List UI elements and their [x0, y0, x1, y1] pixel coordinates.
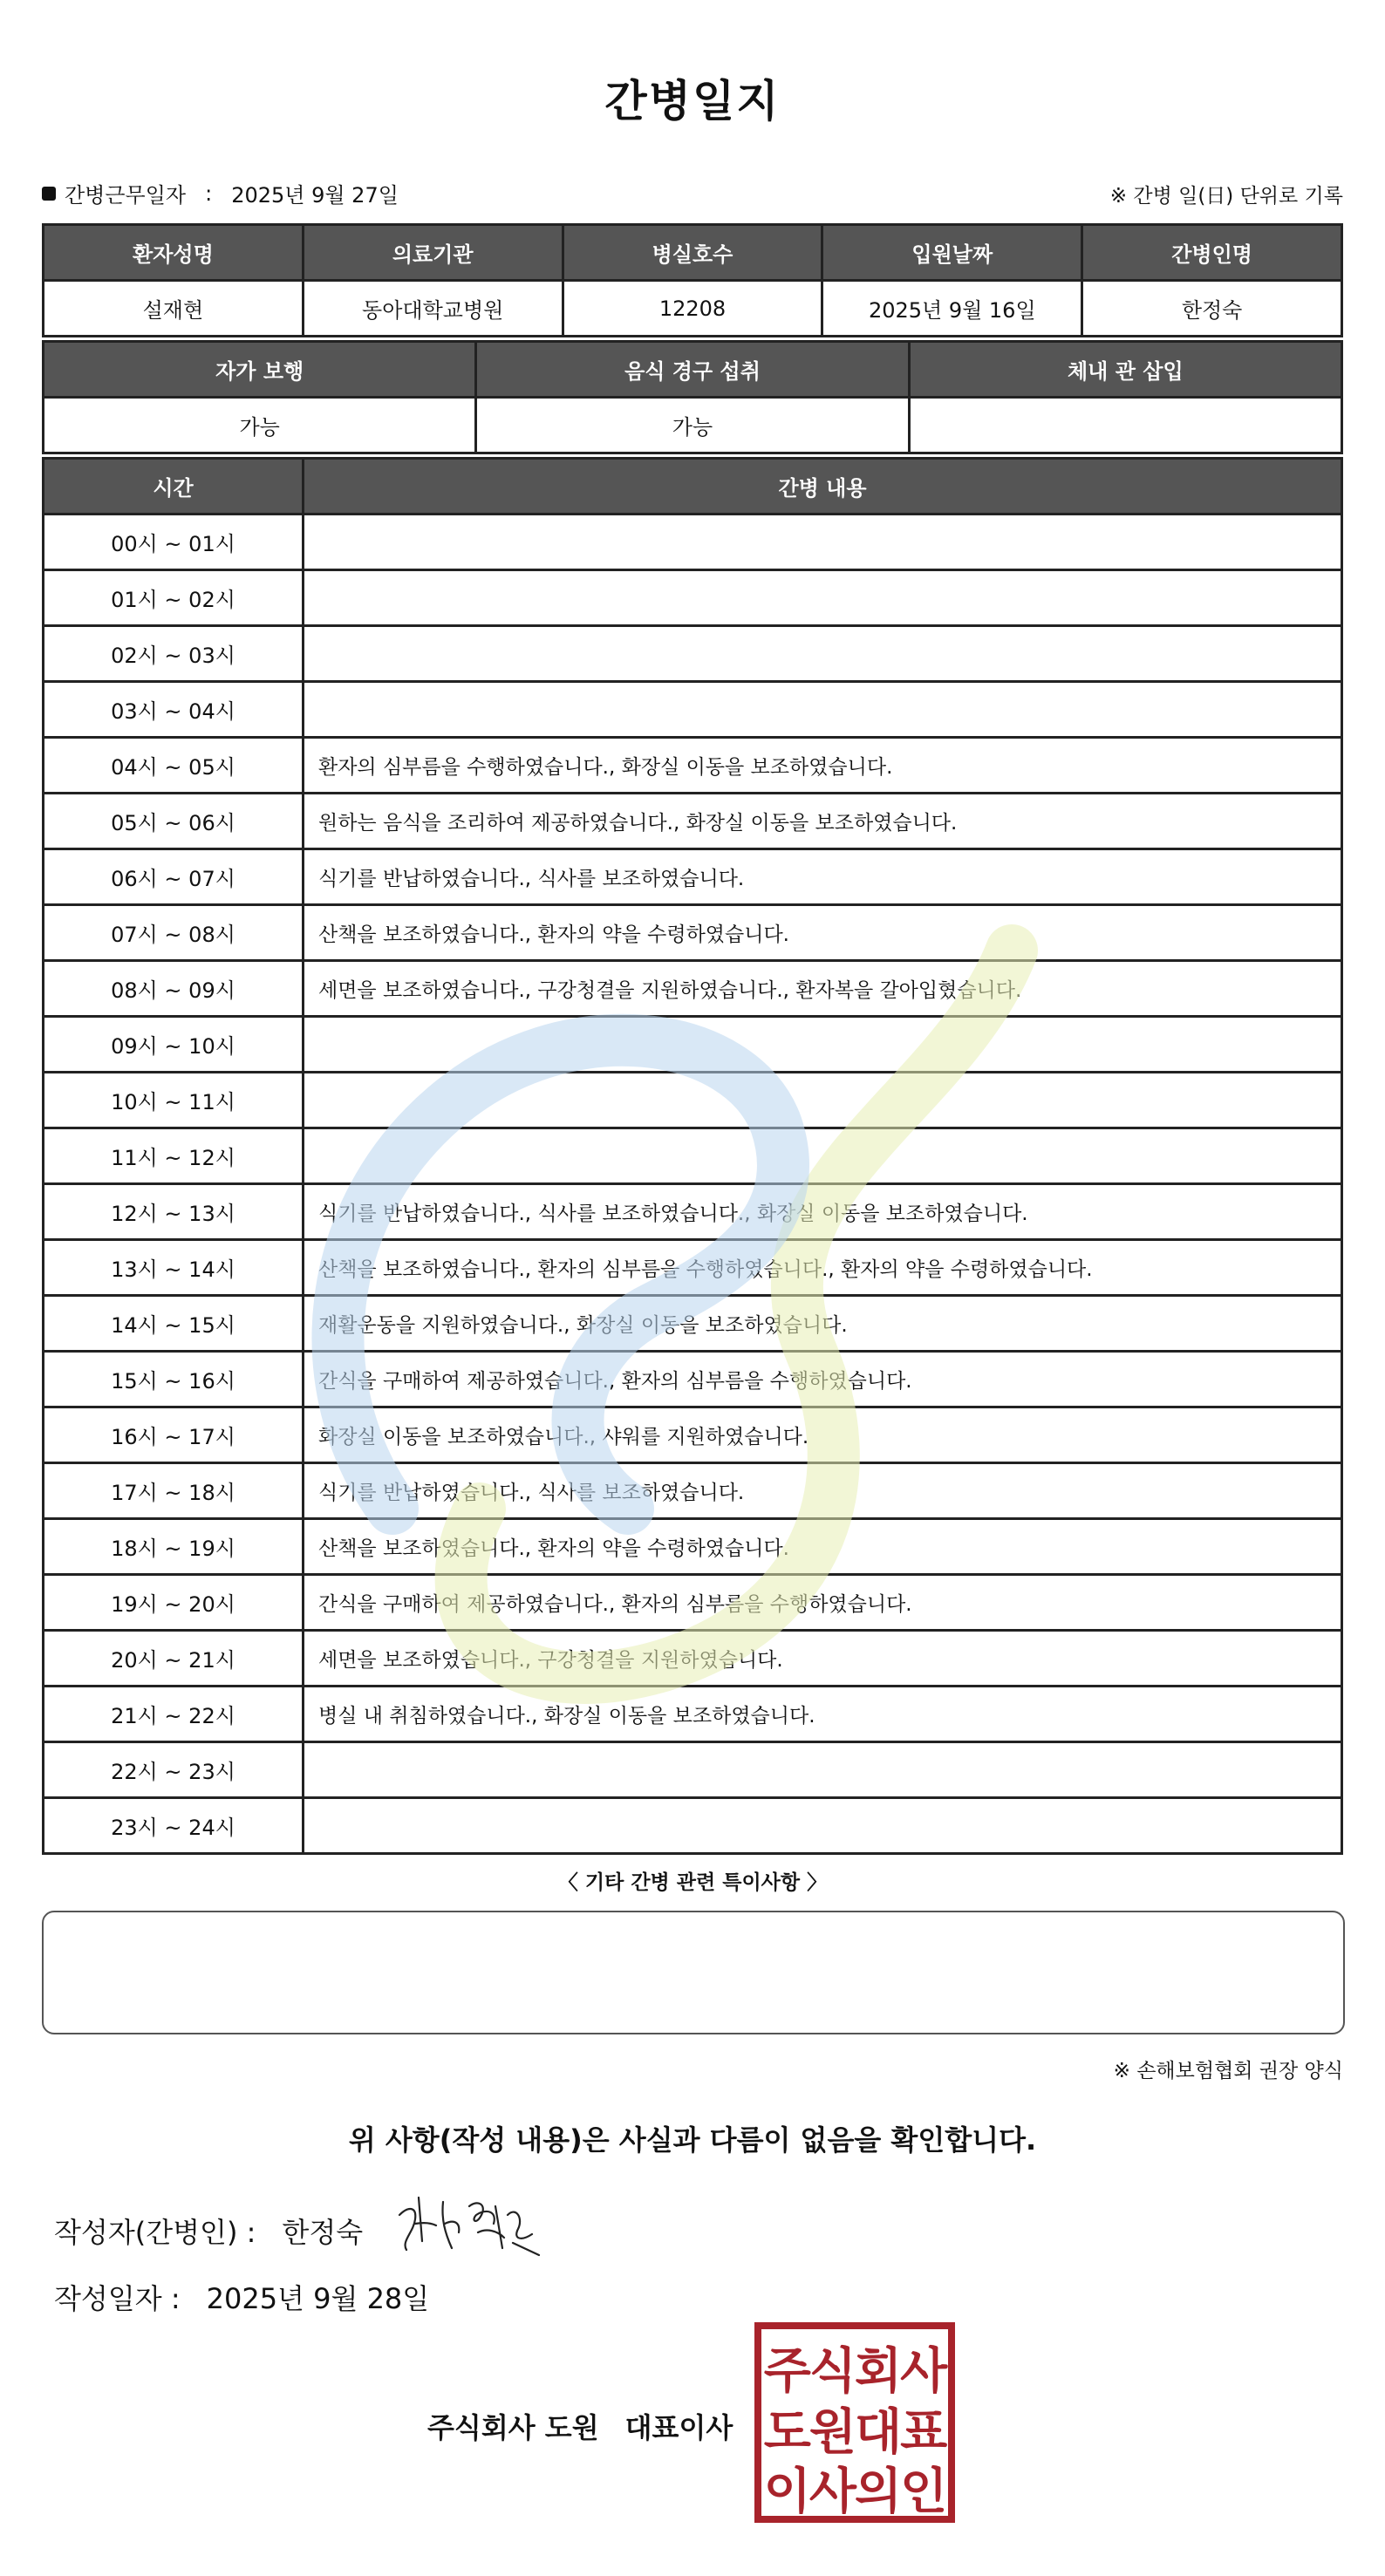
- hospital-name: 동아대학교병원: [303, 281, 563, 337]
- care-row-time: 23시 ~ 24시: [44, 1798, 304, 1854]
- writer-label: 작성자(간병인) :: [54, 2216, 256, 2249]
- header-care-content: 간병 내용: [304, 459, 1342, 515]
- work-date-line: [42, 178, 399, 208]
- care-row-time: 11시 ~ 12시: [44, 1128, 304, 1184]
- care-row-content: 식기를 반납하였습니다., 식사를 보조하였습니다., 화장실 이동을 보조하였습니다.: [304, 1184, 1342, 1240]
- care-row-content: 산책을 보조하였습니다., 환자의 심부름을 수행하였습니다., 환자의 약을 수령하였습니다.: [304, 1240, 1342, 1296]
- header-time: 시간: [44, 459, 304, 515]
- care-row: [44, 961, 1342, 1017]
- care-row-time: 00시 ~ 01시: [44, 515, 304, 570]
- status-value-row: [44, 398, 1342, 453]
- hourly-care-table: [42, 457, 1343, 1855]
- care-row-time: 01시 ~ 02시: [44, 570, 304, 626]
- header-caregiver-name: 간병인명: [1082, 225, 1342, 281]
- patient-info-value-row: [44, 281, 1342, 337]
- care-row: [44, 1798, 1342, 1854]
- svg-text:도원대표: 도원대표: [763, 2404, 946, 2461]
- care-row-content: [304, 1017, 1342, 1073]
- work-date-value: 2025년 9월 27일: [231, 183, 399, 208]
- care-row: [44, 794, 1342, 849]
- daily-record-note: ※ 간병 일(日) 단위로 기록: [1109, 185, 1343, 208]
- caregiver-name: 한정숙: [1082, 281, 1342, 337]
- header-room-number: 병실호수: [563, 225, 822, 281]
- work-date-separator: :: [205, 181, 213, 206]
- written-date-label: 작성일자 :: [54, 2282, 181, 2315]
- care-row-time: 19시 ~ 20시: [44, 1575, 304, 1631]
- care-row-content: [304, 1128, 1342, 1184]
- care-row: [44, 515, 1342, 570]
- bullet-icon: [42, 187, 56, 201]
- care-row: [44, 1296, 1342, 1352]
- care-row-time: 22시 ~ 23시: [44, 1742, 304, 1798]
- care-row: [44, 1407, 1342, 1463]
- handwritten-signature-icon: [391, 2180, 548, 2267]
- care-row-time: 07시 ~ 08시: [44, 905, 304, 961]
- care-row: [44, 626, 1342, 682]
- care-row-time: 16시 ~ 17시: [44, 1407, 304, 1463]
- care-row-content: [304, 515, 1342, 570]
- care-row-time: 13시 ~ 14시: [44, 1240, 304, 1296]
- care-row: [44, 1240, 1342, 1296]
- form-source-note: ※ 손해보험협회 권장 양식: [1113, 2060, 1343, 2082]
- svg-text:주식회사: 주식회사: [763, 2343, 946, 2400]
- care-row: [44, 1017, 1342, 1073]
- care-row-time: 17시 ~ 18시: [44, 1463, 304, 1519]
- company-rep: 대표이사: [624, 2411, 733, 2444]
- care-row-content: 세면을 보조하였습니다., 구강청결을 지원하였습니다.: [304, 1631, 1342, 1687]
- care-row-content: [304, 682, 1342, 738]
- patient-name: 설재현: [44, 281, 304, 337]
- care-row: [44, 1184, 1342, 1240]
- care-row-content: 산책을 보조하였습니다., 환자의 약을 수령하였습니다.: [304, 905, 1342, 961]
- care-row-time: 18시 ~ 19시: [44, 1519, 304, 1575]
- notes-title: 〈 기타 간병 관련 특이사항 〉: [557, 1871, 828, 1894]
- care-header-row: [44, 459, 1342, 515]
- care-row-content: [304, 570, 1342, 626]
- care-row-time: 03시 ~ 04시: [44, 682, 304, 738]
- svg-text:이사의인: 이사의인: [763, 2464, 946, 2520]
- care-row: [44, 1519, 1342, 1575]
- header-tube-insertion: 체내 관 삽입: [909, 342, 1341, 398]
- status-header-row: [44, 342, 1342, 398]
- care-row-content: 화장실 이동을 보조하였습니다., 샤워를 지원하였습니다.: [304, 1407, 1342, 1463]
- care-row-content: 환자의 심부름을 수행하였습니다., 화장실 이동을 보조하였습니다.: [304, 738, 1342, 794]
- care-row-content: [304, 626, 1342, 682]
- written-date-value: 2025년 9월 28일: [206, 2282, 430, 2315]
- care-row: [44, 1575, 1342, 1631]
- company-line: [427, 2406, 733, 2446]
- patient-info-table: [42, 223, 1343, 337]
- care-row: [44, 1463, 1342, 1519]
- header-hospital: 의료기관: [303, 225, 563, 281]
- care-row-content: 재활운동을 지원하였습니다., 화장실 이동을 보조하였습니다.: [304, 1296, 1342, 1352]
- care-row: [44, 849, 1342, 905]
- care-row: [44, 1742, 1342, 1798]
- care-row-content: 원하는 음식을 조리하여 제공하였습니다., 화장실 이동을 보조하였습니다.: [304, 794, 1342, 849]
- care-row-content: 산책을 보조하였습니다., 환자의 약을 수령하였습니다.: [304, 1519, 1342, 1575]
- care-row-time: 10시 ~ 11시: [44, 1073, 304, 1128]
- care-row-content: 간식을 구매하여 제공하였습니다., 환자의 심부름을 수행하였습니다.: [304, 1575, 1342, 1631]
- care-row-time: 08시 ~ 09시: [44, 961, 304, 1017]
- patient-info-header-row: [44, 225, 1342, 281]
- self-walking-value: 가능: [44, 398, 476, 453]
- care-row: [44, 1073, 1342, 1128]
- work-date-label: 간병근무일자: [65, 183, 187, 208]
- care-row: [44, 682, 1342, 738]
- care-row-content: [304, 1073, 1342, 1128]
- care-row: [44, 905, 1342, 961]
- care-row: [44, 1631, 1342, 1687]
- header-self-walking: 자가 보행: [44, 342, 476, 398]
- care-row-time: 04시 ~ 05시: [44, 738, 304, 794]
- care-row-content: 식기를 반납하였습니다., 식사를 보조하였습니다.: [304, 1463, 1342, 1519]
- care-row-content: [304, 1798, 1342, 1854]
- care-row-content: [304, 1742, 1342, 1798]
- header-oral-intake: 음식 경구 섭취: [476, 342, 909, 398]
- notes-box: [42, 1911, 1345, 2034]
- care-row-time: 05시 ~ 06시: [44, 794, 304, 849]
- care-row-time: 02시 ~ 03시: [44, 626, 304, 682]
- care-row: [44, 1352, 1342, 1407]
- admission-date: 2025년 9월 16일: [822, 281, 1082, 337]
- company-name: 주식회사 도원: [427, 2411, 599, 2444]
- care-row-time: 06시 ~ 07시: [44, 849, 304, 905]
- care-row-content: 세면을 보조하였습니다., 구강청결을 지원하였습니다., 환자복을 갈아입혔습니다.: [304, 961, 1342, 1017]
- care-row: [44, 1687, 1342, 1742]
- care-row-content: 간식을 구매하여 제공하였습니다., 환자의 심부름을 수행하였습니다.: [304, 1352, 1342, 1407]
- tube-insertion-value: [909, 398, 1341, 453]
- patient-status-table: [42, 340, 1343, 454]
- company-seal-icon: [754, 2321, 956, 2524]
- written-date-line: [54, 2277, 429, 2317]
- care-row-content: 식기를 반납하였습니다., 식사를 보조하였습니다.: [304, 849, 1342, 905]
- writer-name: 한정숙: [282, 2216, 364, 2249]
- care-row: [44, 570, 1342, 626]
- room-number: 12208: [563, 281, 822, 337]
- oral-intake-value: 가능: [476, 398, 909, 453]
- header-patient-name: 환자성명: [44, 225, 304, 281]
- care-row-time: 14시 ~ 15시: [44, 1296, 304, 1352]
- care-row-time: 15시 ~ 16시: [44, 1352, 304, 1407]
- care-row-time: 20시 ~ 21시: [44, 1631, 304, 1687]
- care-row-time: 12시 ~ 13시: [44, 1184, 304, 1240]
- care-row: [44, 738, 1342, 794]
- care-row: [44, 1128, 1342, 1184]
- care-row-time: 09시 ~ 10시: [44, 1017, 304, 1073]
- header-admission-date: 입원날짜: [822, 225, 1082, 281]
- confirmation-statement: 위 사항(작성 내용)은 사실과 다름이 없음을 확인합니다.: [348, 2123, 1037, 2157]
- page-title: 간병일지: [604, 76, 781, 126]
- writer-line: [54, 2211, 363, 2251]
- care-rows: [44, 515, 1342, 1854]
- care-row-content: 병실 내 취침하였습니다., 화장실 이동을 보조하였습니다.: [304, 1687, 1342, 1742]
- care-row-time: 21시 ~ 22시: [44, 1687, 304, 1742]
